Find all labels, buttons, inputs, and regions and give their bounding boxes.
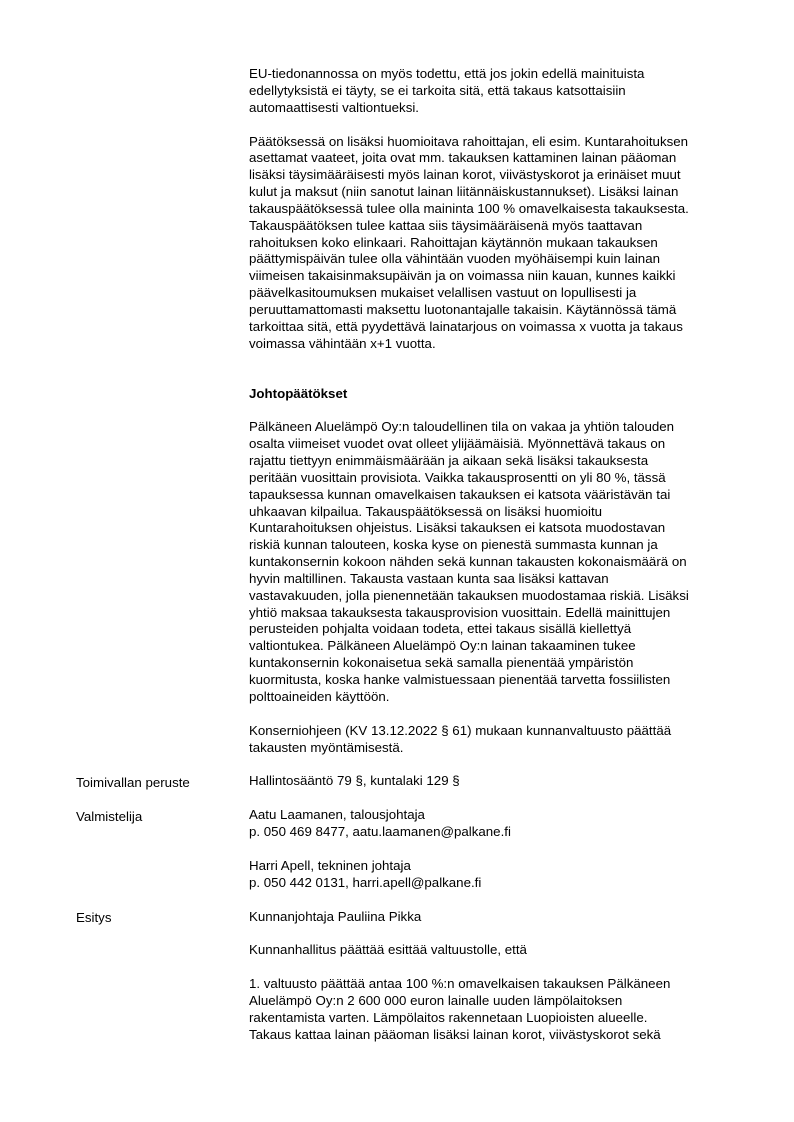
text-line: rajattu tiettyyn enimmäismäärään ja aikaan sekä lisäksi takauksesta — [249, 453, 649, 469]
text-line: EU-tiedonannossa on myös todettu, että jos jokin edellä mainituista — [249, 66, 645, 81]
field-label-esitys: Esitys — [76, 910, 112, 925]
text-line: Takaus kattaa lainan pääoman lisäksi lainan korot, viivästyskorot sekä — [249, 1026, 661, 1042]
text-line: kuntakonsernin kokoon nähden sekä kunnan takausten kokonaismäärä on — [249, 554, 687, 570]
text-line: hyvin maltillinen. Takausta vastaan kunta saa lisäksi kattavan — [249, 570, 609, 586]
text-line: p. 050 469 8477, aatu.laamanen@palkane.fi — [249, 824, 511, 840]
text-line: yhtiö maksaa takauksesta takausprovision vuosittain. Edellä mainittujen — [249, 604, 671, 620]
text-line: polttoaineiden käyttöön. — [249, 688, 390, 704]
text-line: tapauksessa kunnan omavelkaisen takauksen ei katsota vääristävän tai — [249, 486, 671, 502]
text-line: rakentamista varten. Lämpölaitos rakennetaan Luopioisten alueelle. — [249, 1009, 648, 1025]
text-line: Takauspäätöksen tulee kattaa siis täysimääräisenä myös taattavan — [249, 217, 643, 233]
paragraph-conclusions — [249, 419, 739, 705]
text-line: Päätöksessä on lisäksi huomioitava rahoittajan, eli esim. Kuntarahoituksen — [249, 133, 689, 149]
text-line: edellytyksistä ei täyty, se ei tarkoita sitä, että takaus katsottaisiin — [249, 82, 626, 98]
text-line: lisäksi täysimääräisesti myös lainan korot, viivästyskorot ja erinäiset muut — [249, 167, 681, 183]
text-line: Aatu Laamanen, talousjohtaja — [249, 807, 425, 823]
field-label-toimivalta: Toimivallan peruste — [76, 775, 190, 790]
paragraph-financier-requirements — [249, 134, 739, 353]
text-line: uhkaavan kilpailua. Takauspäätöksessä on lisäksi huomioitu — [249, 503, 603, 519]
text-line: peruuttamattomasti maksettu luotonantajalle takaisin. Käytännössä tämä — [249, 301, 677, 317]
text-line: rahoituksen koko elinkaari. Rahoittajan käytännön mukaan takauksen — [249, 234, 658, 250]
text-line: Hallintosääntö 79 §, kuntalaki 129 § — [249, 773, 460, 789]
section-heading: Johtopäätökset — [249, 385, 348, 401]
text-line: osalta viimeiset vuodet ovat olleet ylijäämäisiä. Myönnettävä takaus on — [249, 436, 666, 452]
text-line: Kunnanhallitus päättää esittää valtuustolle, että — [249, 942, 527, 958]
field-label-valmistelija: Valmistelija — [76, 809, 143, 824]
text-line: automaattisesti valtiontueksi. — [249, 99, 419, 115]
text-line: vastavakuuden, jolla pienennetään takauksen muodostamaa riskiä. Lisäksi — [249, 587, 689, 603]
text-line: valtiontukea. Pälkäneen Aluelämpö Oy:n lainan takaaminen tukee — [249, 638, 636, 654]
text-line: Kunnanjohtaja Pauliina Pikka — [249, 908, 422, 924]
field-value-esitys-intro — [249, 942, 739, 959]
text-line: kuntakonsernin kokonaisetua sekä samalla pienentää ympäristön — [249, 655, 634, 671]
text-line: päättymispäivän tulee olla vähintään vuoden myöhäisempi kuin lainan — [249, 251, 660, 267]
text-line: peritään vuosittain provisiota. Vaikka takausprosentti on yli 80 %, tässä — [249, 469, 666, 485]
text-line: Pälkäneen Aluelämpö Oy:n taloudellinen tila on vakaa ja yhtiön talouden — [249, 419, 675, 435]
text-line: Kuntarahoituksen ohjeistus. Lisäksi takauksen ei katsota muodostavan — [249, 520, 666, 536]
text-line: voimassa vähintään x+1 vuotta. — [249, 335, 436, 351]
field-value-esitys-presenter — [249, 909, 739, 926]
text-line: kulut ja maksut (niin sanotut lainan liitännäiskustannukset). Lisäksi lainan — [249, 184, 679, 200]
field-value-esitys-item1 — [249, 976, 739, 1043]
main-column — [249, 66, 739, 1044]
text-line: p. 050 442 0131, harri.apell@palkane.fi — [249, 874, 482, 890]
text-line: kuormitusta, koska hanke valmistuessaan pienentää tarvetta fossiilisten — [249, 672, 671, 687]
text-line: päävelkasitoumuksen mukaiset velallisen vastuut on lopullisesti ja — [249, 285, 637, 301]
text-line: takausten myöntämisestä. — [249, 739, 404, 755]
text-line: Aluelämpö Oy:n 2 600 000 euron lainalle uuden lämpölaitoksen — [249, 993, 623, 1009]
text-line: viimeisen takaisinmaksupäivän ja on voimassa niin kauan, kunnes kaikki — [249, 268, 676, 284]
field-value-valmistelija-1 — [249, 807, 739, 841]
field-value-toimivalta — [249, 773, 739, 790]
text-line: Konserniohjeen (KV 13.12.2022 § 61) mukaan kunnanvaltuusto päättää — [249, 722, 672, 738]
field-value-valmistelija-2 — [249, 858, 739, 892]
text-line: asettamat vaateet, joita ovat mm. takauksen kattaminen lainan pääoman — [249, 150, 677, 166]
text-line: takauspäätöksessä tulee olla maininta 100 % omavelkaisesta takauksesta. — [249, 200, 689, 216]
text-line: riskiä kunnan talouteen, koska kyse on pienestä summasta kunnan ja — [249, 537, 658, 553]
text-line: 1. valtuusto päättää antaa 100 %:n omavelkaisen takauksen Pälkäneen — [249, 976, 671, 992]
paragraph-group-guidelines — [249, 723, 739, 757]
text-line: tarkoittaa sitä, että pyydettävä lainatarjous on voimassa x vuotta ja takaus — [249, 318, 683, 334]
paragraph-eu-notice — [249, 66, 739, 117]
text-line: Harri Apell, tekninen johtaja — [249, 857, 411, 873]
text-line: perusteiden pohjalta voidaan todeta, ettei takaus sisällä kiellettyä — [249, 621, 632, 637]
